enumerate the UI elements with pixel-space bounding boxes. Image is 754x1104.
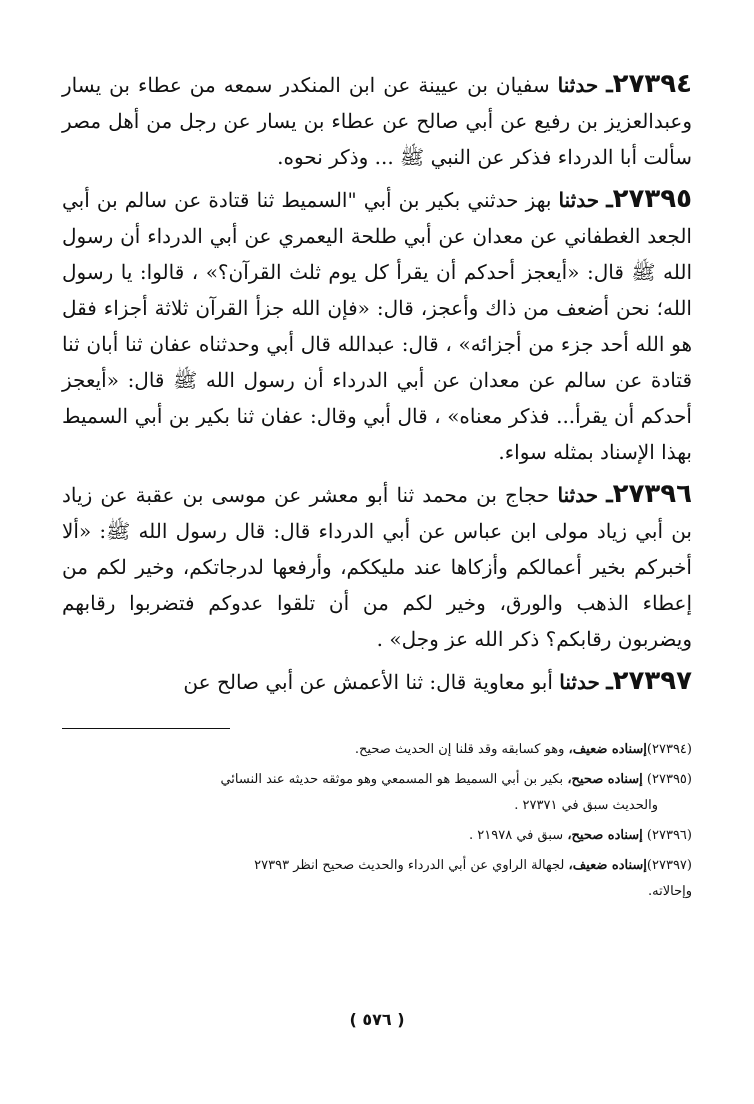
footnote-27395 xyxy=(62,767,692,819)
page-body xyxy=(62,66,692,909)
footnote-number: (٢٧٣٩٤) xyxy=(646,742,692,757)
footnote-separator xyxy=(62,728,230,729)
footnote-27396 xyxy=(62,823,692,849)
footnote-continuation: والحديث سبق في ٢٧٣٧١ . xyxy=(514,798,658,813)
footnotes xyxy=(62,737,692,905)
footnote-27397 xyxy=(62,853,692,905)
footnote-grade: إسناده صحيح، xyxy=(567,828,643,843)
hadith-text: سفيان بن عيينة عن ابن المنكدر سمعه من عطاء بن يسار وعبدالعزيز بن رفيع عن أبي صالح عن عطاء بن يسار عن رجل من أهل مصر سألت أبا الدرداء فذكر عن النبي ﷺ ... وذكر نحوه. xyxy=(62,73,692,169)
footnote-grade: إسناده ضعيف، xyxy=(568,742,647,757)
hadith-dash: ـ xyxy=(606,669,613,695)
hadith-number: ٢٧٣٩٥ xyxy=(612,184,692,214)
footnote-text: سبق في ٢١٩٧٨ . xyxy=(469,828,564,843)
hadith-27395 xyxy=(62,181,692,470)
hadith-text: حجاج بن محمد ثنا أبو معشر عن موسى بن عقبة عن زياد بن أبي زياد مولى ابن عباس عن أبي الدرداء قال: قال رسول الله ﷺ: «ألا أخبركم بخير أعمالكم وأزكاها عند مليككم، وأرفعها لدرجاتكم، وخير لكم من إعطاء الذهب والورق، وخير لكم من أن تلقوا عدوكم فتضربوا رقابهم ويضربون رقابكم؟ ذكر الله عز وجل» . xyxy=(62,483,692,651)
footnote-separator-wrap xyxy=(62,706,692,737)
hadith-text: بهز حدثني بكير بن أبي "السميط ثنا قتادة عن سالم بن أبي الجعد الغطفاني عن معدان عن أبي طلحة اليعمري عن أبي الدرداء أن رسول الله ﷺ قال: «أيعجز أحدكم أن يقرأ كل يوم ثلث القرآن؟» ، قالوا: يا رسول الله؛ نحن أضعف من ذاك وأعجز، قال: «فإن الله جزأ القرآن ثلاثة أجزاء فقل هو الله أحد جزء من أجزائه» ، قال: عبدالله قال أبي وحدثناه عفان ثنا أبان ثنا قتادة عن سالم عن معدان عن أبي الدرداء أن رسول الله ﷺ قال: «أيعجز أحدكم أن يقرأ... فذكر معناه» ، قال أبي وقال: عفان ثنا بكير بن أبي السميط بهذا الإسناد بمثله سواء. xyxy=(62,188,692,464)
hadith-number: ٢٧٣٩٦ xyxy=(612,479,693,509)
footnote-text: لجهالة الراوي عن أبي الدرداء والحديث صحيح انظر ٢٧٣٩٣ xyxy=(254,858,565,873)
hadith-27394 xyxy=(62,66,692,175)
page-number: ( ٥٧٦ ) xyxy=(349,1010,405,1029)
hadith-number: ٢٧٣٩٧ xyxy=(612,666,692,696)
footnote-grade: إسناده صحيح، xyxy=(567,772,643,787)
footnote-number: (٢٧٣٩٥) xyxy=(646,772,692,787)
footnote-grade: إسناده ضعيف، xyxy=(568,858,647,873)
footnote-text: وهو كسابقه وقد قلنا إن الحديث صحيح. xyxy=(354,742,565,757)
hadith-dash: ـ xyxy=(606,187,613,213)
footnote-text: بكير بن أبي السميط هو المسمعي وهو موثقه حديثه عند النسائي xyxy=(220,772,564,787)
footnote-continuation: وإحالاته. xyxy=(647,884,692,899)
hadith-27397 xyxy=(62,663,692,700)
footnote-27394 xyxy=(62,737,692,763)
hadith-dash: ـ xyxy=(606,72,613,98)
hadith-dash: ـ xyxy=(606,482,613,508)
footnote-number: (٢٧٣٩٦) xyxy=(646,828,692,843)
footnote-number: (٢٧٣٩٧) xyxy=(646,858,692,873)
hadith-keyword: حدثنا xyxy=(559,670,600,694)
hadith-keyword: حدثنا xyxy=(558,188,600,212)
hadith-keyword: حدثنا xyxy=(557,73,599,97)
hadith-text: أبو معاوية قال: ثنا الأعمش عن أبي صالح عن xyxy=(183,670,553,694)
hadith-27396 xyxy=(62,476,692,657)
hadith-number: ٢٧٣٩٤ xyxy=(612,69,692,99)
hadith-keyword: حدثنا xyxy=(557,483,599,507)
